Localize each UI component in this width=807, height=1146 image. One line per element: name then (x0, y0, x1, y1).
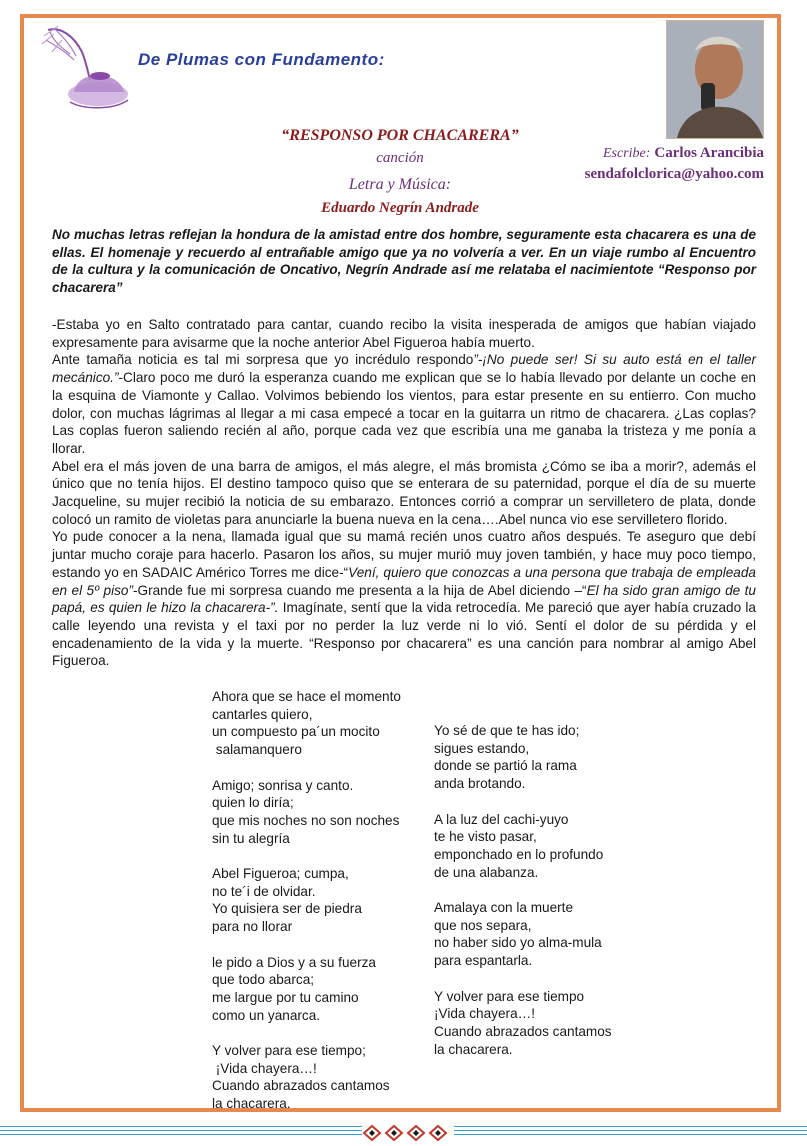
lyric-line: para espantarla. (434, 953, 533, 969)
lyric-line: Amigo; sonrisa y canto. (212, 777, 354, 793)
lyric-line: A la luz del cachi-yuyo (434, 811, 569, 827)
body-paragraph: -Estaba yo en Salto contratado para cantar, cuando recibo la visita inesperada de amigos que habían viajado expresamente para avisarme que la noche anterior Abel Figueroa había muerto. (52, 317, 756, 350)
lyric-line: Y volver para ese tiempo; (212, 1043, 366, 1058)
lyric-line: emponchado en lo profundo (434, 846, 604, 862)
lyric-stanza (212, 777, 432, 848)
body-paragraph (52, 351, 756, 457)
article-body (52, 316, 756, 670)
text-span: Yo pude conocer a la nena, llamada igual que su mamá recién unos cuatro años después. Te aseguro que debí juntar mucho coraje para hacerlo. Pasaron los años, su mujer murió muy joven también, y hace muy poco tiempo, estando yo en SADAIC Américo Torres me dice-“ (52, 529, 756, 580)
lyric-line: no haber sido yo alma-mula (434, 935, 602, 951)
lyric-line: salamanquero (212, 742, 302, 758)
lyric-stanza (212, 688, 432, 759)
song-credit-label: Letra y Música: (348, 176, 452, 193)
lyric-line: le pido a Dios y a su fuerza (212, 954, 376, 970)
lyric-line: ¡Vida chayera…! (212, 1060, 317, 1076)
lyric-line: que todo abarca; (212, 972, 315, 988)
lyric-stanza (212, 865, 432, 936)
lyrics-column-left (212, 688, 432, 1131)
author-name: Carlos Arancibia (654, 145, 764, 161)
quill-inkwell-logo (40, 22, 135, 114)
lyric-line: Yo sé de que te has ido; (434, 723, 580, 738)
lyric-line: no te´i de olvidar. (212, 883, 316, 899)
lyric-line: la chacarera. (434, 1041, 513, 1057)
footer-ornament-icon (362, 1124, 454, 1142)
song-title: “RESPONSO POR CHACARERA” (281, 127, 519, 144)
lyrics-column-right (434, 722, 654, 1076)
text-span: Imagínate, sentí que la vida retrocedía. Me pareció que ayer había cruzado la calle leyendo una revista y el taxi por no perder la luz verde ni lo vió. Sentí el dolor de su pérdida y el encadenamiento de la vida y la muerte. “Responso por chacarera” es una canción para nombrar al amigo Abel Figueroa. (52, 600, 756, 669)
lyric-stanza (434, 811, 654, 882)
lyric-line: Y volver para ese tiempo (434, 988, 585, 1004)
text-span: Ante tamaña noticia es tal mi sorpresa que yo incrédulo respondo (52, 352, 474, 368)
lyric-line: cantarles quiero, (212, 706, 313, 722)
lyric-line: sigues estando, (434, 740, 530, 756)
lyric-stanza (212, 1042, 432, 1113)
lyric-line: un compuesto pa´un mocito (212, 724, 380, 740)
lyric-stanza (434, 899, 654, 970)
lyric-line: te he visto pasar, (434, 829, 537, 845)
lyric-line: donde se partió la rama (434, 758, 577, 774)
lyric-line: sin tu alegría (212, 830, 290, 846)
lyric-line: quien lo diría; (212, 795, 294, 811)
lyric-line: que nos separa, (434, 917, 532, 933)
lyric-line: Amalaya con la muerte (434, 900, 574, 915)
lyric-line: anda brotando. (434, 776, 526, 792)
author-email: sendafolclorica@yahoo.com (584, 166, 764, 182)
lyric-line: de una alabanza. (434, 864, 539, 880)
author-photo (666, 20, 764, 139)
body-paragraph: Abel era el más joven de una barra de amigos, el más alegre, el más bromista ¿Cómo se iba a morir?, además el único que no tenía hijos. El destino tampoco quiso que se enterara de su paternidad, porque el día de su muerte Jacqueline, su mujer recibió la noticia de su embarazo. Entonces corrió a comprar un servilletero de plata, donde colocó un ramito de violetas para anunciarle la buena nueva en la cena….Abel nunca vio ese servilletero florido. (52, 458, 756, 527)
lyric-stanza (212, 954, 432, 1025)
lyric-line: Ahora que se hace el momento (212, 689, 401, 704)
lyric-line: Cuando abrazados cantamos (212, 1078, 390, 1094)
text-span: -Claro poco me duró la esperanza cuando me explican que se lo había llevado por delante un coche en la esquina de Viamonte y Callao. Volvimos bebiendo los vientos, para estar presente en su entierro. Con mucho dolor, con muchas lágrimas al llegar a mi casa empecé a tocar en la guitarra un ritmo de chacarera. ¿Las coplas? Las coplas fueron saliendo recién al año, porque cada vez que escribía una me ganaba la tristeza y me ponía a llorar. (52, 370, 756, 456)
lyric-line: la chacarera. (212, 1096, 291, 1112)
section-title: De Plumas con Fundamento: (138, 50, 385, 69)
lyric-stanza (434, 988, 654, 1059)
lyric-line: me largue por tu camino (212, 989, 359, 1005)
quote-span: ”-¡No puede ser! Si su auto está en el taller mecánico.” (52, 352, 757, 386)
lyric-line: que mis noches no son noches (212, 812, 400, 828)
author-credit (585, 142, 764, 185)
quote-span: Vení, quiero que conozcas a una persona que trabaja de empleada en el 5º piso” (52, 564, 756, 598)
song-author: Eduardo Negrín Andrade (321, 200, 479, 216)
lyric-line: Abel Figueroa; cumpa, (212, 866, 349, 881)
lyric-line: como un yanarca. (212, 1007, 321, 1023)
intro-paragraph: No muchas letras reflejan la hondura de la amistad entre dos hombre, seguramente esta chacarera es una de ellas. El homenaje y recuerdo al entrañable amigo que ya no volvería a ver. En un viaje rumbo al Encuentro de la cultura y la comunicación de Oncativo, Negrín Andrade así me relataba el nacimientote “Responso por chacarera” (52, 227, 756, 295)
body-paragraph (52, 528, 756, 670)
lyric-line: ¡Vida chayera…! (434, 1006, 535, 1022)
lyric-stanza (434, 722, 654, 793)
lyric-line: Cuando abrazados cantamos (434, 1023, 612, 1039)
author-label: Escribe: (602, 146, 651, 161)
text-span: -Grande fue mi sorpresa cuando me presenta a la hija de Abel diciendo –“ (132, 582, 587, 598)
lyric-line: para no llorar (212, 919, 293, 935)
lyric-line: Yo quisiera ser de piedra (212, 901, 362, 917)
portrait-image (667, 21, 763, 138)
song-genre: canción (376, 150, 424, 166)
quote-span: El ha sido gran amigo de tu papá, es quien le hizo la chacarera-”. (52, 582, 756, 616)
